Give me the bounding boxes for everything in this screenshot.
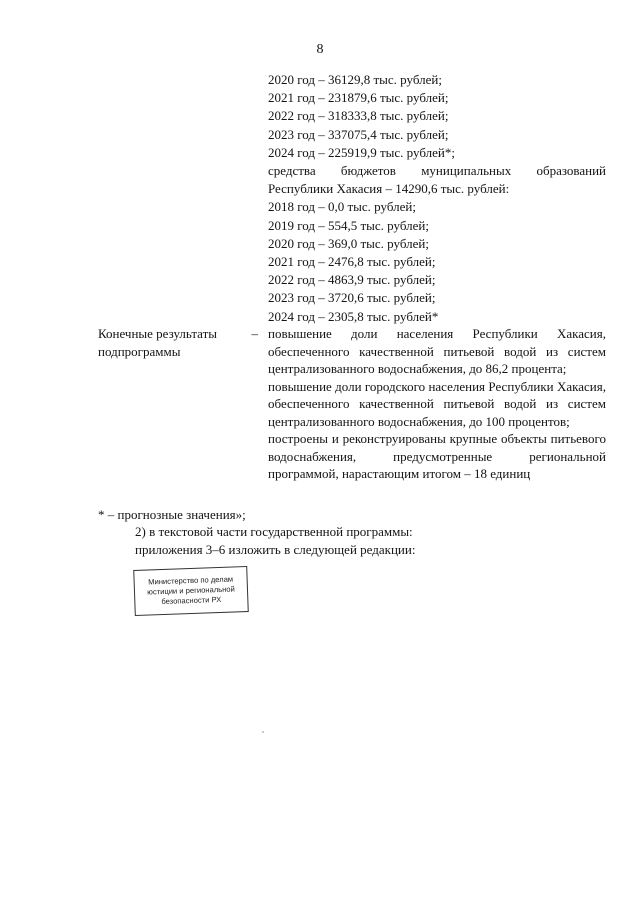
results-label-row — [98, 325, 258, 343]
municipal-line-2024: 2024 год – 2305,8 тыс. рублей* — [268, 308, 439, 324]
results-label-line1: Конечные результаты — [98, 326, 218, 341]
results-description — [268, 325, 606, 483]
amendment-item-2: 2) в текстовой части государственной программы: — [135, 524, 413, 539]
results-label-line2: подпрограммы — [98, 343, 181, 359]
stamp-line3: безопасности РХ — [161, 594, 222, 607]
ministry-stamp — [133, 566, 249, 616]
municipal-heading-line1: средства бюджетов муниципальных образований — [268, 163, 606, 179]
funding-line-2021: 2021 год – 231879,6 тыс. рублей; — [268, 90, 449, 106]
funding-line-2023: 2023 год – 337075,4 тыс. рублей; — [268, 126, 449, 142]
municipal-line-2021: 2021 год – 2476,8 тыс. рублей; — [268, 254, 436, 270]
page-number: 8 — [316, 42, 324, 57]
municipal-line-2019: 2019 год – 554,5 тыс. рублей; — [268, 217, 429, 233]
municipal-line-2018: 2018 год – 0,0 тыс. рублей; — [268, 199, 416, 215]
results-label-dash: – — [251, 326, 258, 341]
municipal-line-2022: 2022 год – 4863,9 тыс. рублей; — [268, 272, 436, 288]
amendment-item-appendices: приложения 3–6 изложить в следующей редакции: — [135, 542, 416, 557]
stamp-line2: юстиции и региональной — [147, 584, 235, 597]
result-paragraph-1: повышение доли населения Республики Хакасия, обеспеченного качественной питьевой водой из систем централизованного водоснабжения, до 86,2 процента; — [268, 326, 606, 376]
result-paragraph-3: построены и реконструированы крупные объекты питьевого водоснабжения, предусмотренные региональной программой, нарастающим итогом – 18 единиц — [268, 431, 606, 481]
funding-line-2022: 2022 год – 318333,8 тыс. рублей; — [268, 108, 449, 124]
scan-speck — [262, 731, 264, 733]
result-paragraph-2: повышение доли городского населения Республики Хакасия, обеспеченного качественной питьевой водой из систем централизованного водоснабжения, до 100 процентов; — [268, 378, 606, 429]
results-label — [98, 325, 258, 360]
stamp-line1: Министерство по делам — [148, 574, 234, 587]
funding-breakdown — [268, 71, 606, 326]
municipal-line-2020: 2020 год – 369,0 тыс. рублей; — [268, 235, 429, 251]
funding-line-2024: 2024 год – 225919,9 тыс. рублей*; — [268, 144, 455, 160]
municipal-line-2023: 2023 год – 3720,6 тыс. рублей; — [268, 290, 436, 306]
funding-line-2020: 2020 год – 36129,8 тыс. рублей; — [268, 72, 442, 87]
forecast-footnote: * – прогнозные значения»; — [98, 507, 246, 522]
municipal-heading-line2: Республики Хакасия – 14290,6 тыс. рублей: — [268, 181, 510, 197]
